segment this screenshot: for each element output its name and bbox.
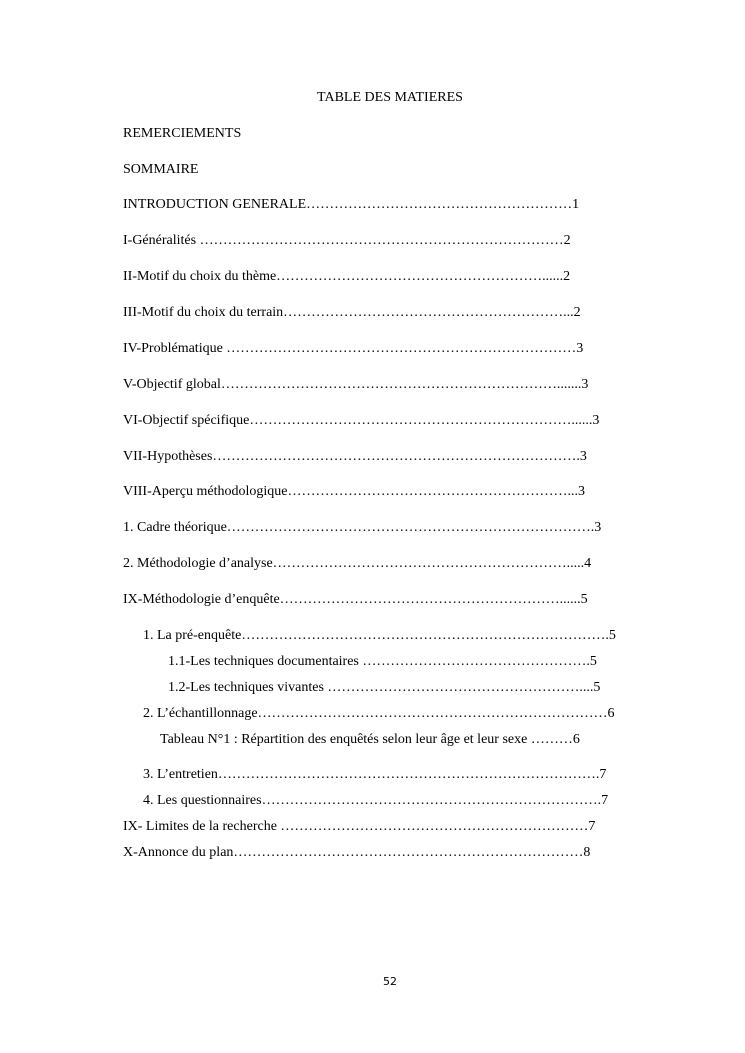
toc-entry-annonce-plan: X-Annonce du plan…………………………………………………………………8 (123, 845, 591, 860)
toc-entry-apercu-methodologique: VIII-Aperçu méthodologique……………………………………………………...3 (123, 484, 585, 499)
toc-entry-objectif-specifique: VI-Objectif spécifique……………………………………………………………......3 (123, 413, 600, 428)
toc-entry-questionnaires: 4. Les questionnaires……………………………………………………………….7 (143, 793, 609, 808)
page-number: 52 (383, 975, 397, 988)
toc-entry-methodologie-analyse: 2. Méthodologie d’analyse……………………………………………………….....4 (123, 556, 592, 571)
toc-entry-objectif-global: V-Objectif global……………………………………………………………….......3 (123, 377, 589, 392)
toc-entry-hypotheses: VII-Hypothèses…………………………………………………………………….3 (123, 449, 587, 464)
toc-entry-techniques-documentaires: 1.1-Les techniques documentaires ………………………………………….5 (168, 654, 597, 669)
toc-entry-remerciements: REMERCIEMENTS (123, 126, 242, 141)
toc-entry-tableau-1: Tableau N°1 : Répartition des enquêtés selon leur âge et leur sexe ………6 (160, 732, 580, 747)
toc-entry-cadre-theorique: 1. Cadre théorique…………………………………………………………………….3 (123, 520, 602, 535)
toc-entry-echantillonnage: 2. L’échantillonnage…………………………………………………………………6 (143, 706, 615, 721)
page-title: TABLE DES MATIERES (317, 90, 463, 105)
toc-entry-generalites: I-Généralités ……………………………………………………………………2 (123, 233, 571, 248)
toc-entry-limites: IX- Limites de la recherche …………………………………………………………7 (123, 819, 596, 834)
toc-entry-motif-terrain: III-Motif du choix du terrain……………………………………………………...2 (123, 305, 581, 320)
toc-entry-techniques-vivantes: 1.2-Les techniques vivantes ………………………………………………....5 (168, 680, 601, 695)
toc-entry-motif-theme: II-Motif du choix du thème…………………………………………………......2 (123, 269, 571, 284)
toc-entry-sommaire: SOMMAIRE (123, 162, 199, 177)
toc-entry-introduction: INTRODUCTION GENERALE…………………………………………………1 (123, 197, 580, 212)
toc-entry-entretien: 3. L’entretien……………………………………………………………………….7 (143, 767, 607, 782)
toc-entry-methodologie-enquete: IX-Méthodologie d’enquête……………………………………………………......5 (123, 592, 588, 607)
toc-entry-problematique: IV-Problématique …………………………………………………………………3 (123, 341, 584, 356)
toc-entry-pre-enquete: 1. La pré-enquête…………………………………………………………………….5 (143, 628, 616, 643)
